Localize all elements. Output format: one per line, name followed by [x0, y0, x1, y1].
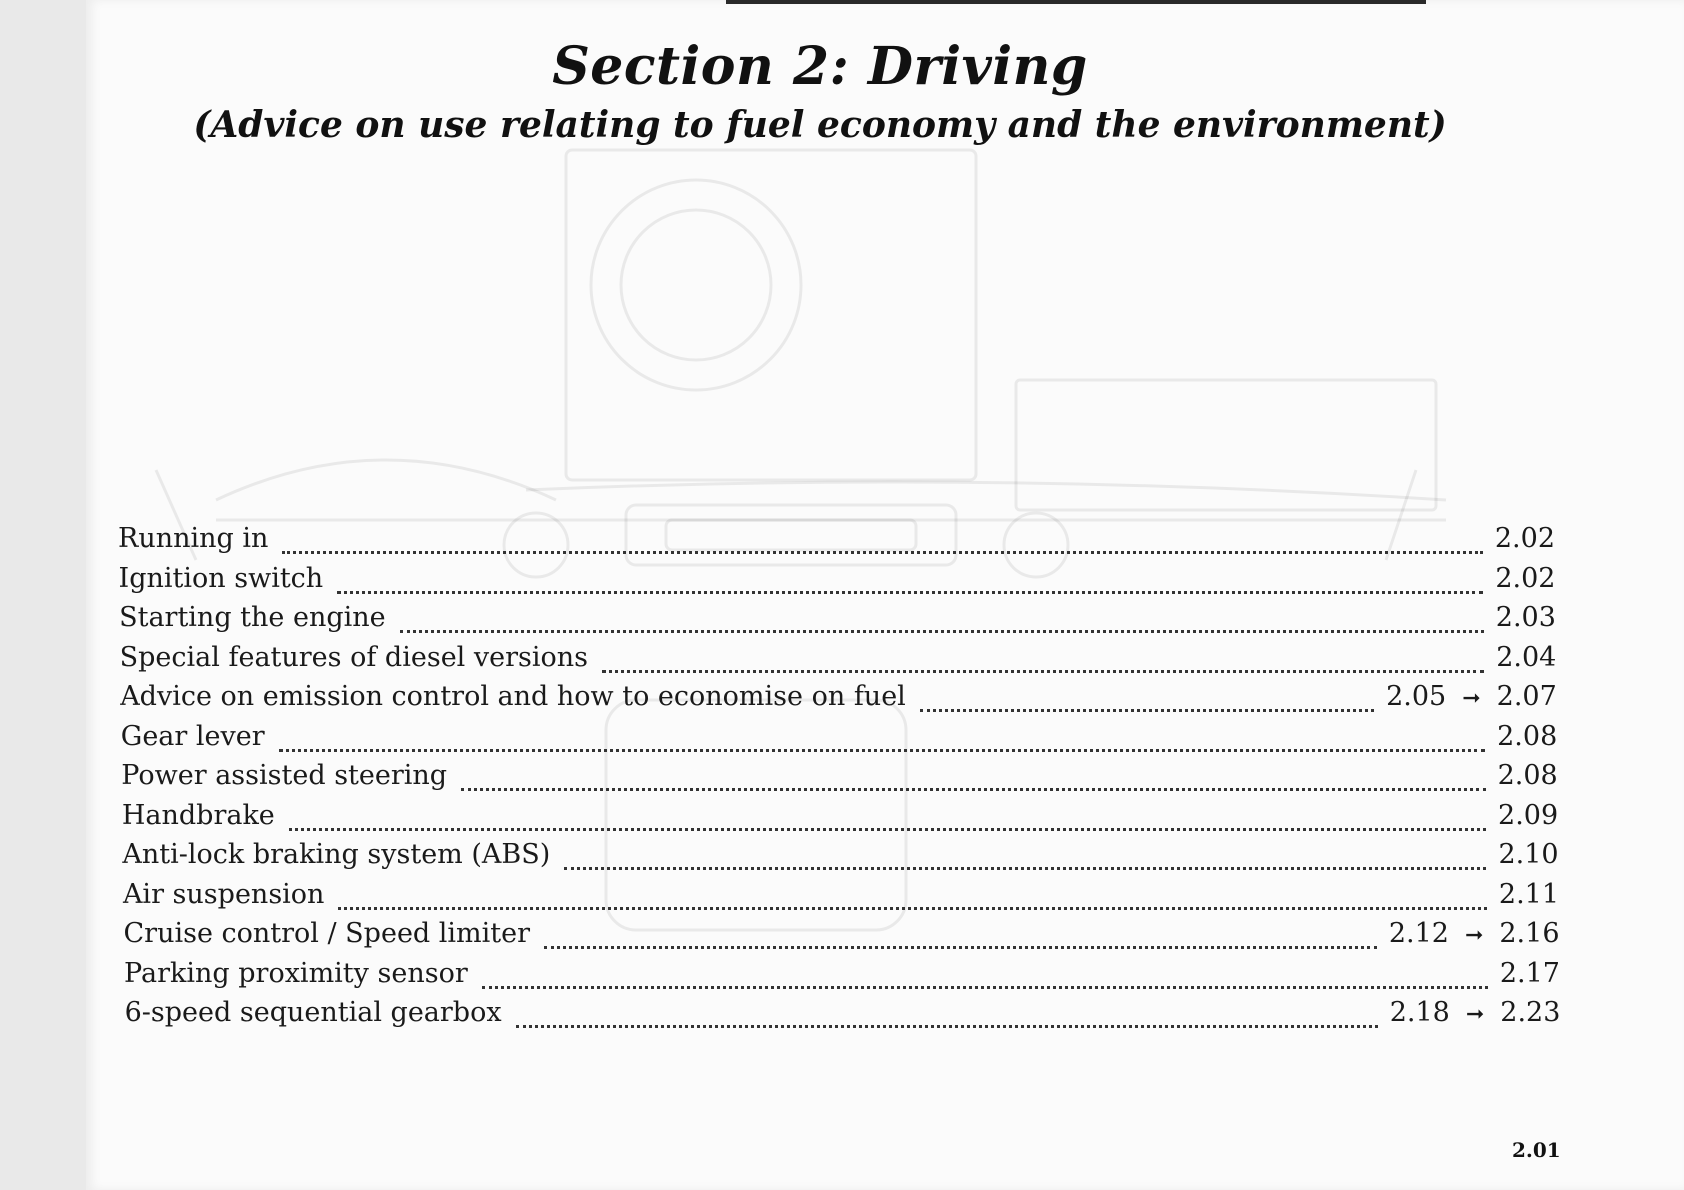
toc-entry-pages [1486, 760, 1558, 791]
toc-entry-label: Running in [118, 523, 269, 554]
toc-entry-pages [1485, 721, 1557, 752]
toc-entry-label: Handbrake [121, 799, 275, 831]
toc-entry-pages [1483, 563, 1555, 594]
toc-entry-pages [1486, 800, 1558, 831]
toc-entry[interactable] [119, 563, 1556, 603]
page-start: 2.09 [1498, 799, 1559, 831]
page-start: 2.02 [1495, 562, 1556, 594]
page-start: 2.10 [1498, 839, 1559, 870]
dot-leader [279, 749, 1485, 752]
toc-entry-label: Advice on emission control and how to economise on fuel [120, 681, 906, 712]
toc-entry-label: Air suspension [122, 878, 325, 910]
toc-entry-pages [1486, 839, 1558, 870]
toc-entry[interactable] [121, 760, 1557, 800]
section-subtitle: (Advice on use relating to fuel economy and the environment) [193, 104, 1447, 146]
dot-leader [461, 788, 1485, 791]
dot-leader [602, 670, 1484, 673]
toc-entry-pages [1487, 879, 1559, 910]
page-end: 2.16 [1499, 918, 1560, 949]
dot-leader [482, 986, 1488, 989]
top-edge-bar [726, 0, 1426, 4]
toc-entry-pages [1488, 958, 1560, 989]
dot-leader [920, 709, 1374, 712]
toc-entry[interactable] [122, 839, 1558, 879]
toc-entry-label: Cruise control / Speed limiter [123, 918, 531, 949]
arrow-right-icon: ➞ [1464, 923, 1484, 948]
dot-leader [516, 1025, 1378, 1028]
toc-entry-label: Gear lever [120, 720, 265, 752]
dot-leader [289, 828, 1486, 831]
toc-entry-label: Special features of diesel versions [119, 641, 589, 673]
toc-entry-pages [1377, 918, 1560, 949]
toc-entry[interactable] [119, 602, 1556, 642]
page-start: 2.11 [1498, 878, 1560, 910]
toc-entry[interactable] [124, 918, 1560, 958]
section-title: Section 2: Driving [552, 36, 1088, 97]
toc-entry-pages [1374, 681, 1557, 712]
toc-entry-label: 6-speed sequential gearbox [124, 997, 502, 1028]
toc-entry[interactable] [124, 958, 1560, 998]
dot-leader [282, 551, 1482, 554]
page-start: 2.12 [1388, 918, 1449, 949]
page-number: 2.01 [1512, 1138, 1561, 1162]
toc-entry-pages [1378, 997, 1561, 1028]
toc-entry-pages [1484, 602, 1556, 633]
page-start: 2.08 [1497, 760, 1558, 791]
toc-entry[interactable] [125, 997, 1561, 1037]
page-start: 2.04 [1496, 641, 1557, 673]
page-end: 2.23 [1500, 997, 1561, 1028]
page-start: 2.02 [1494, 523, 1555, 554]
toc-entry-pages [1483, 523, 1555, 554]
toc-entry-label: Ignition switch [118, 562, 324, 594]
dot-leader [544, 946, 1377, 949]
toc-entry-label: Anti-lock braking system (ABS) [122, 839, 551, 870]
dot-leader [400, 630, 1484, 633]
toc-entry[interactable] [120, 642, 1557, 682]
dot-leader [338, 907, 1486, 910]
toc-entry[interactable] [118, 523, 1555, 563]
page-start: 2.03 [1495, 602, 1556, 633]
toc-entry[interactable] [120, 681, 1557, 721]
dot-leader [337, 591, 1483, 594]
arrow-right-icon: ➞ [1462, 686, 1481, 711]
toc-entry-pages [1484, 642, 1556, 673]
page-start: 2.17 [1499, 957, 1560, 989]
page-end: 2.07 [1496, 681, 1557, 712]
page-start: 2.05 [1386, 681, 1447, 712]
page-start: 2.18 [1389, 997, 1450, 1028]
toc-entry-label: Parking proximity sensor [124, 957, 468, 989]
page-start: 2.08 [1497, 720, 1558, 752]
toc-entry[interactable] [122, 800, 1558, 840]
toc-entry[interactable] [121, 721, 1558, 761]
toc-entry-label: Power assisted steering [121, 760, 448, 791]
dot-leader [564, 867, 1486, 870]
toc-entry-label: Starting the engine [119, 602, 386, 633]
toc-entry[interactable] [123, 879, 1559, 919]
arrow-right-icon: ➞ [1465, 1002, 1485, 1027]
